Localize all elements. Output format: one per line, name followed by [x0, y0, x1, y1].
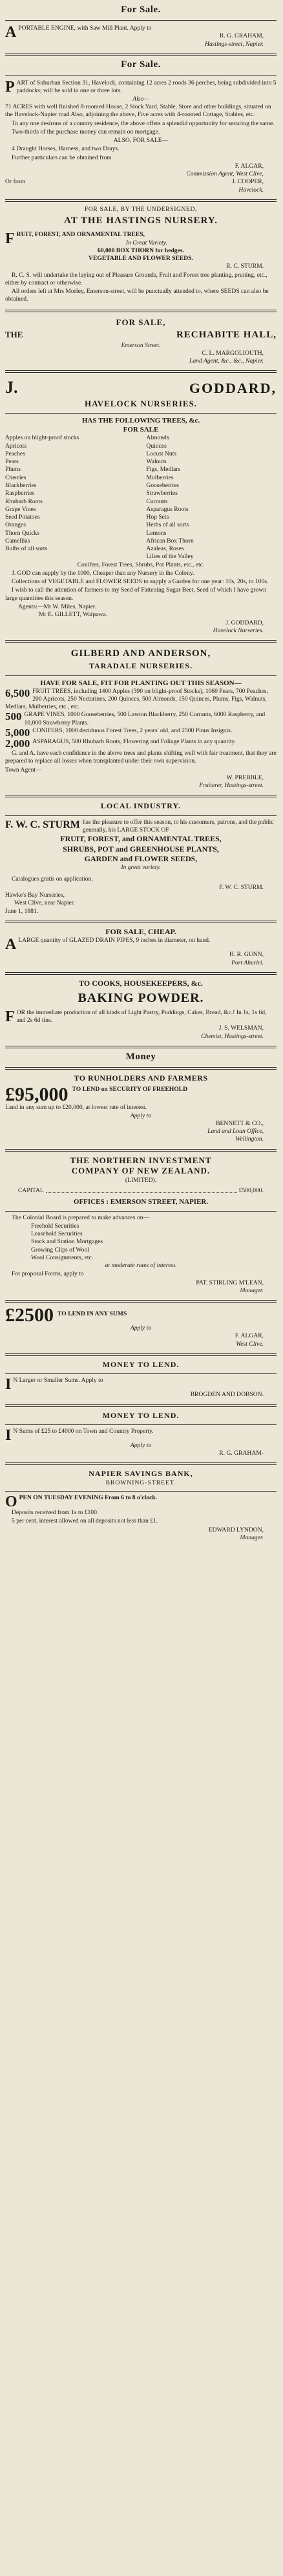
ad-text: Conifers, Forest Trees, Shrubs, Pot Plants, etc., etc. [77, 561, 205, 568]
stock-item: Pears [5, 458, 19, 466]
section-heading-for-sale-2: For Sale. [121, 59, 161, 70]
agents-2: Mr E. GILLETT, Waipawa. [39, 611, 107, 619]
stock-item: Apricots [5, 442, 27, 450]
stock-entry [5, 688, 277, 712]
company-name: THE NORTHERN INVESTMENT [70, 1155, 212, 1165]
section-heading-for-sale: For Sale. [121, 5, 161, 15]
advertiser-name: BROGDEN AND DOBSON. [190, 1391, 264, 1399]
ad-text: OR the immediate production of all kinds of Light Pastry, Puddings, Cakes, Bread, &c.! In 1s, 1s 6d, and 2s 6d tins. [16, 1008, 267, 1024]
ad-title: TO RUNHOLDERS AND FARMERS [74, 1073, 208, 1083]
also-label: Also— [132, 95, 149, 103]
advertiser-address: Land and Loan Office, [207, 1128, 264, 1135]
stock-item: Almonds [146, 434, 169, 442]
ad-taradale-nurseries [5, 645, 277, 791]
stock-entry [5, 738, 277, 749]
ad-text: G. and A. have each confidence in the above trees and plants shifting well with fair treatment, that they are prepared to replace all losses when transplanted under their own supervision. [5, 749, 277, 765]
drop-cap: A [5, 24, 17, 41]
address-line: Hawke's Bay Nurseries, [5, 892, 65, 899]
capital-value: £500,000. [238, 1187, 264, 1195]
ad-havelock-nurseries [5, 375, 277, 636]
stock-items [5, 688, 277, 749]
stock-item: Plums [5, 466, 21, 474]
ad-text: PORTABLE ENGINE, with Saw Mill Plant. Apply to [18, 25, 152, 32]
agent-address-2: Havelock. [238, 186, 264, 194]
loan-amount: £95,000 [5, 1084, 68, 1106]
stock-item: Currants [146, 497, 168, 505]
ad-subheading: FOR SALE [123, 426, 159, 434]
advance-item: Growing Clips of Wool [31, 1246, 89, 1253]
ad-title: MONEY TO LEND. [102, 1410, 180, 1420]
stock-item: Mulberries [146, 474, 174, 481]
initial: J. [5, 378, 18, 397]
ad-text: SHRUBS, POT and GREENHOUSE PLANTS, [63, 844, 219, 854]
ad-title: FOR SALE, CHEAP. [105, 926, 176, 936]
stock-quantity: 6,500 [5, 687, 30, 699]
stock-item: Peaches [5, 450, 25, 457]
apply-label: Apply to [130, 1324, 152, 1332]
stock-item: Seed Potatoes [5, 514, 40, 521]
ad-title: GILBERD AND ANDERSON, [70, 648, 211, 659]
stock-description: GRAPE VINES, 1000 Gooseberries, 500 Lawton Blackberry, 250 Currants, 6000 Raspberry, and 10,000 Strawberry Plants. [24, 711, 266, 726]
drop-cap: I [5, 1426, 12, 1444]
ad-text: Collections of VEGETABLE and FLOWER SEEDS to supply a Garden for one year: 10s, 20s, to 100s. [12, 578, 269, 586]
stock-description: ASPARAGUS, 500 Rhubarb Roots, Flowering and Foliage Plants in any quantity. [32, 737, 236, 745]
stock-item: Hop Sets [146, 514, 169, 521]
hall-address: Emerson Street. [121, 341, 161, 349]
offices: OFFICES : EMERSON STREET, NAPIER. [73, 1198, 209, 1206]
stock-item: Asparagus Roots [146, 505, 189, 513]
manager-title: Manager. [240, 1533, 264, 1541]
ad-text: 5 per cent. interest allowed on all deposits not less than £1. [12, 1517, 158, 1525]
advertiser-name: BENNETT & CO., [216, 1119, 264, 1127]
ad-text: Two-thirds of the purchase money can remain on mortgage. [12, 128, 160, 135]
ad-local-industry [5, 800, 277, 917]
ad-text: N Larger or Smaller Sums. Apply to [13, 1377, 103, 1384]
agent-name: C. L. MARGOLIOUTH, [202, 349, 264, 357]
advertiser-address: Port Ahuriri. [231, 959, 264, 966]
stock-item: Apples on blight-proof stocks [5, 434, 79, 442]
ad-text: at moderate rates of interest. [105, 1262, 177, 1270]
advertiser-address: Chemist, Hastings-street. [201, 1032, 264, 1040]
drop-cap: F [5, 230, 15, 248]
stock-item: Locust Nuts [146, 450, 177, 457]
ad-text: To any one desirous of a country residence, the above offers a splendid opportunity for securing the same. [12, 119, 275, 127]
ad-rechabite-hall [5, 315, 277, 367]
stock-item: Raspberries [5, 490, 35, 497]
drop-cap: A [5, 936, 17, 954]
ad-text: I wish to call the attention of farmers to my Seed of Fattening Sugar Beet, Seed of which I have grown large quantities this season. [5, 586, 267, 602]
or-label: Or from [5, 178, 26, 186]
ad-text: Further particulars can be obtained from [12, 154, 112, 161]
stock-item: Lemons [146, 529, 167, 537]
ad-text: R. C. S. will undertake the laying out of Pleasure Grounds, Fruit and Forest tree planting, pruning, etc., either by contract or otherwise. [5, 271, 267, 286]
ad-heading: FOR SALE, [116, 317, 166, 327]
ad-title: TO COOKS, HOUSEKEEPERS, &c. [79, 978, 203, 988]
ad-text: VEGETABLE AND FLOWER SEEDS. [89, 255, 193, 263]
hall-name: RECHABITE HALL, [176, 330, 277, 341]
stock-item: Azaleas, Roses [146, 545, 184, 553]
agent-name: F. ALGAR, [235, 162, 264, 170]
advertiser-name: R. G. GRAHAM, [220, 32, 264, 40]
ad-text: N Sums of £25 to £4000 on Town and Country Property. [13, 1427, 154, 1435]
section-heading-money: Money [125, 1051, 156, 1062]
ad-portable-engine [5, 23, 277, 50]
advertiser-name: R. C. STURM. [226, 263, 264, 270]
drop-cap: P [5, 79, 15, 96]
advertiser-address: Havelock Nurseries. [213, 626, 264, 634]
stock-item: Rhubarb Roots [5, 497, 43, 505]
stock-item: Quinces [146, 442, 167, 450]
ad-text: All orders left at Mrs Morley, Emerson-street, will be punctually attended to, where SEEDS can also be obtained. [5, 288, 269, 303]
ad-heading: HAVE FOR SALE, FIT FOR PLANTING OUT THIS SEASON— [40, 679, 242, 687]
stock-item: African Box Thorn [146, 537, 194, 544]
ad-subtitle: TARADALE NURSERIES. [89, 661, 193, 671]
ad-text: has the pleasure to offer this season, to his customers, patrons, and the public generally, his LARGE STOCK OF [82, 818, 274, 834]
advertiser-name: F. ALGAR, [235, 1332, 264, 1340]
ad-title: AT THE HASTINGS NURSERY. [64, 215, 218, 226]
advance-item: Freehold Securities [31, 1222, 79, 1230]
drop-cap: I [5, 1376, 12, 1393]
ad-text: Deposits received from 1s to £100. [12, 1509, 99, 1517]
ad-savings-bank [5, 1468, 277, 1543]
ad-text: Catalogues gratis on application. [12, 875, 93, 883]
stock-list [5, 434, 277, 561]
manager-title: Manager. [240, 1286, 264, 1294]
ad-money-to-lend-1 [5, 1359, 277, 1401]
ad-drain-pipes [5, 926, 277, 968]
loan-amount: £2500 [5, 1304, 54, 1326]
stock-item: Walnuts [146, 458, 167, 466]
the-label: THE [5, 330, 23, 340]
agent-address: Commission Agent, West Clive, [186, 170, 264, 178]
ad-text: In great variety. [121, 864, 161, 872]
stock-entry [5, 727, 277, 738]
advertiser-name: J. GODDARD, [225, 619, 264, 626]
ad-text: PEN ON TUESDAY EVENING From 6 to 8 o'clock. [19, 1494, 158, 1502]
stock-item: Bulbs of all sorts [5, 545, 48, 553]
company-name-2: COMPANY OF NEW ZEALAND. [71, 1166, 211, 1176]
stock-item: Figs, Medlars [146, 466, 181, 474]
agent-address: Fruiterer, Hastings-street. [199, 782, 264, 790]
stock-quantity: 500 [5, 711, 22, 723]
ad-hastings-nursery [5, 205, 277, 306]
also-label: ALSO, FOR SALE— [113, 137, 169, 145]
company-status: (LIMITED). [125, 1176, 157, 1184]
ad-heading: FOR SALE, BY THE UNDERSIGNED, [84, 205, 198, 213]
ad-title: MONEY TO LEND. [102, 1359, 180, 1369]
ad-text: In Great Variety. [125, 239, 167, 246]
advance-list [5, 1223, 277, 1262]
ad-text: TO LEND on SECURITY OF FREEHOLD [72, 1086, 187, 1093]
advertiser-name: J. S. WELSMAN, [218, 1024, 264, 1032]
ad-text: 4 Draught Horses, Harness, and two Drays. [12, 145, 120, 153]
agent-address: Land Agent, &c., &c., Napier. [189, 357, 264, 365]
stock-item: Oranges [5, 521, 26, 529]
advertiser-name: F. W. C. STURM [5, 819, 80, 830]
stock-item: Blackberries [5, 481, 37, 489]
capital-label: CAPITAL [18, 1187, 44, 1195]
stock-item: Herbs of all sorts [146, 521, 189, 529]
advertiser-name: H. R. GUNN, [229, 951, 264, 959]
stock-list-right [146, 434, 277, 561]
ad-baking-powder [5, 977, 277, 1042]
stock-item: Lilies of the Valley [146, 553, 194, 561]
agent-name-2: J. COOPER, [232, 178, 264, 186]
advance-item: Stock and Station Mortgages [31, 1238, 103, 1246]
stock-item: Cherries [5, 474, 26, 481]
ad-text: FRUIT, FOREST, and ORNAMENTAL TREES, [60, 834, 222, 844]
stock-item: Strawberries [146, 490, 178, 497]
advance-item: Leasehold Securities [31, 1230, 83, 1238]
ad-text: RUIT, FOREST, AND ORNAMENTAL TREES, [16, 231, 145, 239]
ad-text: TO LEND IN ANY SUMS [58, 1310, 127, 1318]
advance-item: Wool Consignments, etc. [31, 1253, 94, 1261]
stock-item: Gooseberries [146, 481, 180, 489]
ad-text: The Colonial Board is prepared to make advances on— [12, 1213, 150, 1221]
ad-text: J. GOD can supply by the 1000, Cheaper than any Nursery in the Colony. [12, 569, 194, 577]
ad-heading: HAS THE FOLLOWING TREES, &c. [81, 417, 200, 425]
drop-cap: O [5, 1493, 17, 1511]
address-line-2: West Clive, near Napier. [14, 899, 75, 907]
stock-description: FRUIT TREES, including 1400 Apples (390 on blight-proof Stocks), 1060 Pears, 700 Peaches, 200 Apricots, 250 Nectarines, 200 Quinces, 500 Almonds, 150 Quinces, Plums, Figs, Walnuts, Medlars, Mulberries, etc., etc. [5, 687, 268, 711]
apply-label: Apply to [130, 1112, 152, 1119]
agent-name: W. PREBBLE, [226, 774, 264, 781]
advertiser-address: West Clive. [236, 1340, 264, 1348]
ad-money-to-lend-2 [5, 1410, 277, 1459]
ad-havelock-section [5, 78, 277, 195]
apply-label: Apply to [130, 1441, 152, 1449]
advertiser-name: R. G. GRAHAM- [219, 1450, 264, 1457]
rule [5, 20, 277, 21]
ad-text: LARGE quantity of GLAZED DRAIN PIPES, 9 inches in diameter, on hand. [18, 937, 211, 944]
advertiser-signature: F. W. C. STURM. [219, 883, 264, 891]
bank-name: NAPIER SAVINGS BANK, [89, 1469, 193, 1479]
stock-item: Camellias [5, 537, 30, 544]
nursery-owner: GODDARD, [189, 380, 277, 397]
stock-quantity: 5,000 [5, 726, 30, 738]
bank-address: BROWNING-STREET. [105, 1479, 176, 1486]
ad-text: For proposal Forms, apply to [12, 1270, 84, 1278]
drop-cap: F [5, 1008, 15, 1025]
stock-entry [5, 711, 277, 727]
stock-quantity: 2,000 [5, 737, 30, 749]
ad-text: Land in any sum up to £20,000, at lowest rate of interest. [5, 1104, 147, 1112]
stock-item: Grape Vines [5, 505, 36, 513]
agents: Agents:—Mr W. Miles, Napier. [18, 603, 96, 610]
stock-list-left [5, 434, 136, 561]
ad-text: GARDEN and FLOWER SEEDS, [84, 854, 198, 863]
advertiser-address: Hastings-street, Napier. [204, 40, 264, 48]
ad-text: 71 ACRES with well finished 8-roomed House, 2 Stock Yard, Stable, Store and other buildings, situated on the Havelock-Napier road Also, adjoining the above, Five acres with 4-roomed Cottage, Stables, etc. [5, 103, 271, 119]
ad-northern-investment [5, 1154, 277, 1297]
stock-item: Thorn Quicks [5, 529, 40, 537]
ad-algar-loans [5, 1305, 277, 1350]
manager-name: EDWARD LYNDON, [208, 1526, 264, 1533]
stock-description: CONIFERS, 1000 deciduous Forest Trees, 2 years' old, and 2500 Pinus Insignis. [32, 726, 233, 734]
manager-name: PAT. STIRLING M'LEAN, [196, 1279, 264, 1286]
nursery-name: HAVELOCK NURSERIES. [84, 398, 198, 408]
ad-text: ART of Suburban Section 31, Havelock, containing 12 acres 2 roods 36 perches, being subdivided into 5 paddocks; will be sold in one or three lots. [16, 79, 277, 95]
ad-runholders [5, 1072, 277, 1145]
ad-date: June 1, 1881. [5, 907, 39, 915]
town-agent-label: Town Agent— [5, 766, 42, 774]
ad-text: 60,000 BOX THORN for hedges. [98, 246, 184, 254]
advertiser-address-2: Wellington. [235, 1135, 264, 1143]
ad-title: LOCAL INDUSTRY. [100, 801, 182, 811]
product-name: BAKING POWDER. [78, 991, 204, 1006]
